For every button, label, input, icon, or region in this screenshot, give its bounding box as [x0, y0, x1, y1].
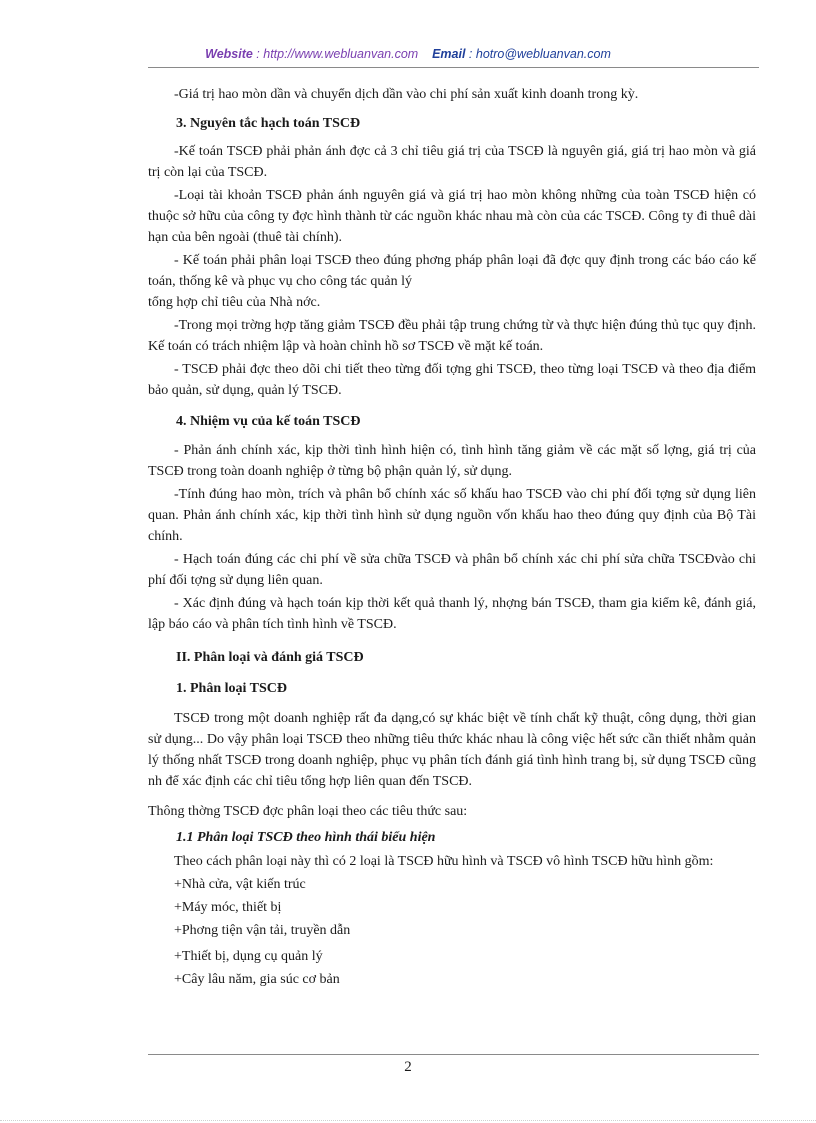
section-heading: 3. Nguyên tắc hạch toán TSCĐ: [176, 116, 361, 131]
paragraph: - Hạch toán đúng các chi phí về sửa chữa TSCĐ và phân bổ chính xác chi phí sửa chữa TSCĐvào chi phí đối tợng sử dụng liên quan.: [148, 552, 756, 588]
list-item: +Thiết bị, dụng cụ quản lý: [174, 949, 323, 964]
paragraph: Theo cách phân loại này thì có 2 loại là TSCĐ hữu hình và TSCĐ vô hình TSCĐ hữu hình gồm:: [174, 854, 714, 869]
page-edge: [0, 1120, 816, 1121]
email-label: Email: [432, 47, 466, 61]
website-label: Website: [205, 47, 253, 61]
paragraph: -Kế toán TSCĐ phải phản ánh đợc cả 3 chỉ tiêu giá trị của TSCĐ là nguyên giá, giá trị hao mòn và giá trị còn lại của TSCĐ.: [148, 144, 756, 180]
paragraph: - Xác định đúng và hạch toán kịp thời kết quả thanh lý, nhợng bán TSCĐ, tham gia kiểm kê, đánh giá, lập báo cáo và phân tích tình hình về TSCĐ.: [148, 596, 756, 632]
header-rule: [148, 67, 759, 68]
paragraph: -Giá trị hao mòn dần và chuyển dịch dần vào chi phí sản xuất kinh doanh trong kỳ.: [174, 87, 639, 102]
paragraph: TSCĐ trong một doanh nghiệp rất đa dạng,có sự khác biệt về tính chất kỹ thuật, công dụng, thời gian sử dụng... Do vậy phân loại TSCĐ theo những tiêu thức khác nhau là công việc hết sức cần thiết nhằm quản lý thống nhất TSCĐ trong doanh nghiệp, phục vụ phân tích đánh giá tình hình trang bị, sử dụng TSCĐ cũng nh để xác định các chỉ tiêu tổng hợp liên quan đến TSCĐ.: [148, 711, 756, 789]
section-heading: 1. Phân loại TSCĐ: [176, 681, 287, 696]
list-item: +Nhà cửa, vật kiến trúc: [174, 877, 306, 892]
email-address[interactable]: : hotro@webluanvan.com: [465, 47, 611, 61]
paragraph: -Trong mọi trờng hợp tăng giảm TSCĐ đều phải tập trung chứng từ và thực hiện đúng thủ tục quy định. Kế toán có trách nhiệm lập và hoàn chỉnh hồ sơ TSCĐ về mặt kế toán.: [148, 318, 756, 354]
paragraph: Thông thờng TSCĐ đợc phân loại theo các tiêu thức sau:: [148, 804, 468, 819]
paragraph: - TSCĐ phải đợc theo dõi chi tiết theo từng đối tợng ghi TSCĐ, theo từng loại TSCĐ và theo địa điểm bảo quản, sử dụng, quản lý TSCĐ.: [148, 362, 756, 398]
list-item: +Phơng tiện vận tải, truyền dẫn: [174, 923, 351, 938]
paragraph: tổng hợp chỉ tiêu của Nhà nớc.: [148, 295, 321, 310]
page-header: [0, 47, 816, 61]
section-heading: 4. Nhiệm vụ của kế toán TSCĐ: [176, 414, 361, 429]
list-item: +Cây lâu năm, gia súc cơ bản: [174, 972, 340, 987]
subsection-heading: 1.1 Phân loại TSCĐ theo hình thái biểu hiện: [176, 830, 436, 845]
paragraph: -Loại tài khoản TSCĐ phản ánh nguyên giá và giá trị hao mòn không những của toàn TSCĐ hiện có thuộc sở hữu của công ty đợc hình thành từ các nguồn khác nhau mà còn của các TSCĐ. Công ty đi thuê dài hạn của bên ngoài (thuê tài chính).: [148, 188, 756, 245]
paragraph: - Phản ánh chính xác, kịp thời tình hình hiện có, tình hình tăng giảm về các mặt số lợng, giá trị của TSCĐ trong toàn doanh nghiệp ở từng bộ phận quản lý, sử dụng.: [148, 443, 756, 479]
list-item: +Máy móc, thiết bị: [174, 900, 282, 915]
section-heading: II. Phân loại và đánh giá TSCĐ: [176, 650, 364, 665]
page-number: 2: [404, 1059, 412, 1075]
footer-rule: [148, 1054, 759, 1055]
paragraph: -Tính đúng hao mòn, trích và phân bổ chính xác số khấu hao TSCĐ vào chi phí đối tợng sử dụng liên quan. Phản ánh chính xác, kịp thời tình hình sử dụng nguồn vốn khấu hao theo đúng quy định của Bộ Tài chính.: [148, 487, 756, 544]
website-url[interactable]: : http://www.webluanvan.com: [252, 47, 419, 61]
page-body: [148, 84, 756, 990]
paragraph: - Kế toán phải phân loại TSCĐ theo đúng phơng pháp phân loại đã đợc quy định trong các báo cáo kế toán, thống kê và phục vụ cho công tác quản lý: [148, 253, 756, 289]
